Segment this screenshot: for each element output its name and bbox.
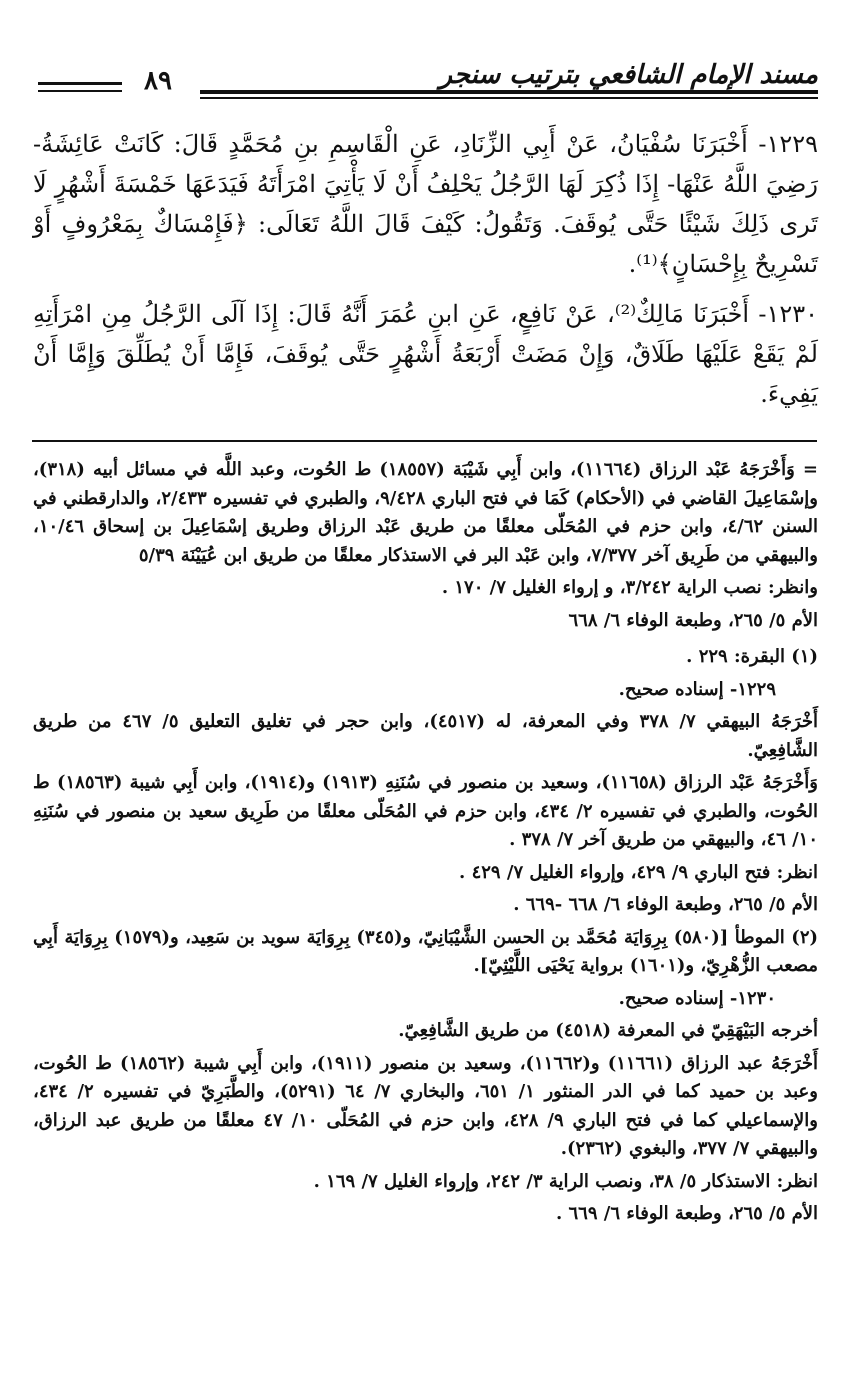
note-1230-heading: ١٢٣٠- إسناده صحيح. [618, 987, 776, 1009]
see-also-1: وانظر: نصب الراية ٣/٢٤٢، و إرواء الغليل ٧/ ١٧٠ . [441, 577, 818, 598]
note-1229-heading: ١٢٢٩- إسناده صحيح. [618, 678, 776, 700]
header-rule-left [38, 82, 122, 85]
hadith-1230: ١٢٣٠- أَخْبَرَنَا مَالِكٌ⁽²⁾، عَنْ نَافِعٍ، عَنِ ابنِ عُمَرَ أَنَّهُ قَالَ: إِذَا آلَى الرَّجُلُ مِنِ امْرَأَتِهِ لَمْ يَقَعْ عَلَيْهَا طَلَاقٌ، وَإِنْ مَضَتْ أَرْبَعَةُ أَشْهُرٍ حَتَّى يُوقَفَ، فَإِمَّا أَنْ يُطَلِّقَ وَإِمَّا أَنْ يَفِيءَ. [33, 300, 819, 408]
note-1230-takhrij-a: أخرجه البَيْهَقِيّ في المعرفة (٤٥١٨) من طريق الشَّافِعِيّ. [398, 1020, 818, 1041]
header-rule-right [200, 90, 818, 94]
see-also-3: انظر: الاستذكار ٥/ ٣٨، ونصب الراية ٣/ ٢٤٢، وإرواء الغليل ٧/ ١٦٩ . [313, 1170, 818, 1192]
note-1229-takhrij-b: وَأَخْرَجَهُ عَبْد الرزاق (١١٦٥٨)، وسعيد بن منصور في سُنَنِهِ (١٩١٣) و(١٩١٤)، وابن أَبِي شيبة (١٨٥٦٣) ط الحُوت، والطبري في تفسيره ٢/ ٤٣٤، وابن حزم في المُحَلّى معلقًا من طَرِيق سعيد بن منصور في سُنَنِهِ ١٠/ ٤٦، والبيهقي من طريق آخر ٧/ ٣٧٨ . [33, 772, 818, 850]
footnote-continuation: = وَأَخْرَجَهُ عَبْد الرزاق (١١٦٦٤)، وابن أَبِي شَيْبَة (١٨٥٥٧) ط الحُوت، وعبد اللَّه في مسائل أبيه (٣١٨)، وإسْمَاعِيلَ القاضي في (الأحكام) كَمَا في فتح الباري ٩/٤٢٨، والطبري في تفسيره ٢/٤٣٣، والدارقطني في السنن ٤/٦٢، وابن حزم في المُحَلّى معلقًا من طريق عَبْد الرزاق وطريق إسْمَاعِيلَ بن إسحاق ١٠/٤٦، والبيهقي من طَرِيق آخر ٧/٣٧٧، وابن عَبْد البر في الاستذكار معلقًا من طريق ابن عُيَيْنَة ٥/٣٩ [33, 459, 818, 566]
header-rule-left-thin [38, 90, 122, 92]
umm-ref-2: الأم ٥/ ٢٦٥، وطبعة الوفاء ٦/ ٦٦٨ -٦٦٩ . [513, 894, 818, 915]
see-also-2: انظر: فتح الباري ٩/ ٤٢٩، وإرواء الغليل ٧/ ٤٢٩ . [459, 861, 818, 883]
footnote-separator [32, 440, 817, 442]
page-number: ٨٩ [144, 66, 172, 96]
footnote-1: (١) البقرة: ٢٢٩ . [686, 646, 818, 667]
running-title: مسند الإمام الشافعي بترتيب سنجر [439, 60, 818, 90]
header-rule-right-thin [200, 97, 818, 99]
umm-ref-1: الأم ٥/ ٢٦٥، وطبعة الوفاء ٦/ ٦٦٨ [568, 609, 818, 631]
footnote-2: (٢) الموطأ [(٥٨٠) بِرِوَايَة مُحَمَّد بن الحسن الشَّيْبَانِيّ، و(٣٤٥) بِرِوَايَة سويد بن سَعِيد، و(١٥٧٩) بِرِوَايَة أَبِي مصعب الزُّهْرِيّ، و(١٦٠١) برواية يَحْيَى اللَّيْثِيّ]. [33, 926, 819, 976]
umm-ref-3: الأم ٥/ ٢٦٥، وطبعة الوفاء ٦/ ٦٦٩ . [555, 1203, 818, 1224]
footnotes [33, 456, 818, 1233]
page-header [0, 0, 850, 110]
note-1229-takhrij-a: أَخْرَجَهُ البيهقي ٧/ ٣٧٨ وفي المعرفة، له (٤٥١٧)، وابن حجر في تغليق التعليق ٥/ ٤٦٧ من طريق الشَّافِعِيّ. [33, 711, 819, 761]
hadith-1229: ١٢٢٩- أَخْبَرَنَا سُفْيَانُ، عَنْ أَبِي الزِّنَادِ، عَنِ الْقَاسِمِ بنِ مُحَمَّدٍ قَالَ: كَانَتْ عَائِشَةُ- رَضِيَ اللَّهُ عَنْهَا- إِذَا ذُكِرَ لَهَا الرَّجُلُ يَحْلِفُ أَنْ لَا يَأْتِيَ امْرَأَتَهُ فَيَدَعَهَا خَمْسَةَ أَشْهُرٍ لَا تَرى ذَلِكَ شَيْئًا حَتَّى يُوقَفَ. وَتَقُولُ: كَيْفَ قَالَ اللَّهُ تَعَالَى: ﴿فَإِمْسَاكٌ بِمَعْرُوفٍ أَوْ تَسْرِيحٌ بِإِحْسَانٍ﴾⁽¹⁾. [33, 130, 818, 278]
note-1230-takhrij-b: أَخْرَجَهُ عبد الرزاق (١١٦٦١) و(١١٦٦٢)، وسعيد بن منصور (١٩١١)، وابن أَبِي شيبة (١٨٥٦٢) ط الحُوت، وعبد بن حميد كما في الدر المنثور ١/ ٦٥١، والبخاري ٧/ ٦٤ (٥٢٩١)، والطَّبَرِيّ في تفسيره ٢/ ٤٣٤، والإسماعيلي كما في فتح الباري ٩/ ٤٢٨، وابن حزم في المُحَلّى ١٠/ ٤٧ معلقًا من طريق عبد الرزاق، والبيهقي ٧/ ٣٧٧، والبغوي (٢٣٦٢). [33, 1052, 818, 1159]
main-text [33, 124, 818, 424]
